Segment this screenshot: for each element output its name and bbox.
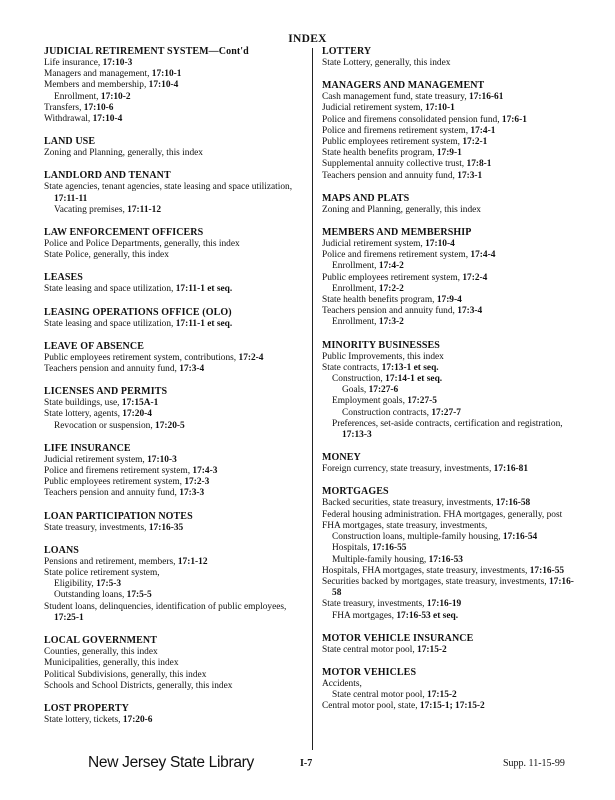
index-subentry: [44, 681, 306, 692]
index-subentry: [332, 690, 580, 701]
subentry-text: Construction,: [332, 374, 386, 385]
subentry-text: Goals,: [342, 385, 369, 396]
index-heading: MEMBERS AND MEMBERSHIP: [322, 227, 472, 239]
statute-reference: 17:10-1: [425, 103, 455, 114]
index-heading: LICENSES AND PERMITS: [44, 386, 168, 398]
index-subentry: [322, 250, 580, 261]
subentry-text: Zoning and Planning, generally, this index: [44, 148, 203, 159]
subentry-text: Foreign currency, state treasury, investments,: [322, 464, 494, 475]
index-heading: MAPS AND PLATS: [322, 192, 410, 204]
subentry-text: Outstanding loans,: [54, 590, 127, 601]
index-subentry: [322, 521, 580, 532]
index-subentry: [322, 159, 580, 170]
subentry-text: Construction contracts,: [342, 407, 432, 418]
subentry-text: State leasing and space utilization,: [44, 318, 176, 329]
statute-reference: 17:15-1; 17:15-2: [419, 701, 485, 712]
index-subentry: [322, 273, 580, 284]
subentry-text: Multiple-family housing,: [332, 554, 429, 565]
index-subentry: [44, 647, 306, 658]
index-subentry: [322, 599, 580, 610]
subentry-text: State lottery, tickets,: [44, 714, 123, 725]
statute-reference: 17:16-58: [495, 498, 531, 509]
subentry-text: Managers and management,: [44, 69, 152, 80]
subentry-text: Eligibility,: [54, 579, 97, 590]
index-subentry: [322, 137, 580, 148]
subentry-text: Enrollment,: [332, 317, 379, 328]
index-heading: LEASING OPERATIONS OFFICE (OLO): [44, 306, 232, 318]
statute-reference: 17:10-4: [425, 239, 455, 250]
subentry-text: State police retirement system,: [44, 568, 160, 579]
subentry-text: Cash management fund, state treasury,: [322, 92, 470, 103]
index-heading: LANDLORD AND TENANT: [44, 170, 171, 182]
subentry-text: Police and firemens retirement system,: [322, 125, 471, 136]
index-subentry: [322, 363, 580, 374]
index-subentry: [44, 670, 306, 681]
index-subentry: [44, 477, 306, 488]
statute-reference: 17:16-35: [148, 522, 184, 533]
index-subentry: [44, 602, 306, 624]
statute-reference: 17:20-6: [122, 714, 153, 725]
statute-reference: 17:2-1: [462, 137, 488, 148]
index-heading: MOTOR VEHICLES: [322, 666, 417, 678]
index-heading: LOCAL GOVERNMENT: [44, 635, 158, 647]
statute-reference: 17:16-55: [372, 543, 407, 554]
index-heading: JUDICIAL RETIREMENT SYSTEM—Cont'd: [44, 46, 249, 57]
index-subentry: [332, 374, 580, 385]
index-subentry: [322, 306, 580, 317]
subentry-text: Teachers pension and annuity fund,: [322, 306, 458, 317]
index-subentry: [44, 148, 306, 159]
index-entry: [44, 307, 306, 330]
subentry-text: Zoning and Planning, generally, this index: [322, 204, 481, 215]
statute-reference: 17:4-1: [470, 125, 496, 136]
subentry-text: State central motor pool,: [332, 690, 428, 701]
index-subentry: [322, 148, 580, 159]
subentry-text: State treasury, investments,: [44, 522, 149, 533]
statute-reference: 17:5-3: [96, 579, 122, 590]
index-entry: [44, 136, 306, 159]
index-column-left: [44, 46, 306, 737]
statute-reference: 17:2-4: [462, 272, 488, 283]
index-subentry: [44, 466, 306, 477]
statute-reference: 17:13-1 et seq.: [381, 362, 439, 373]
index-subentry: [44, 364, 306, 375]
index-subentry: [322, 171, 580, 182]
subentry-text: Revocation or suspension,: [54, 420, 156, 431]
index-entry: [322, 340, 580, 442]
index-subentry: [322, 115, 580, 126]
index-subentry: [322, 645, 580, 656]
index-subentry: [44, 250, 306, 261]
index-subentry: [44, 103, 306, 114]
index-subentry: [322, 679, 580, 690]
subentry-text: State Police, generally, this index: [44, 250, 169, 261]
library-stamp: New Jersey State Library: [88, 754, 254, 771]
index-subentry: [322, 566, 580, 577]
index-subentry: [322, 701, 580, 712]
index-subentry: [322, 103, 580, 114]
index-entry: [322, 193, 580, 216]
index-subentry: [44, 658, 306, 669]
index-heading: MORTGAGES: [322, 486, 389, 498]
index-heading: LOST PROPERTY: [44, 702, 129, 714]
index-subentry: [332, 396, 580, 407]
index-subentry: [322, 295, 580, 306]
index-subentry: [44, 557, 306, 568]
statute-reference: 17:4-4: [470, 250, 496, 261]
subentry-text: State buildings, use,: [44, 398, 122, 409]
statute-reference: 17:3-2: [378, 317, 404, 328]
index-subentry: [54, 92, 306, 103]
subentry-text: State lottery, agents,: [44, 409, 123, 420]
statute-reference: 17:11-1 et seq.: [175, 318, 233, 329]
subentry-text: Construction loans, multiple-family housing,: [332, 532, 503, 543]
subentry-text: Accidents,: [322, 678, 362, 689]
index-subentry: [44, 182, 306, 204]
index-entry: [322, 452, 580, 475]
index-subentry: [332, 555, 580, 566]
subentry-text: Public employees retirement system,: [44, 477, 185, 488]
subentry-text: State agencies, tenant agencies, state leasing and space utilization,: [44, 182, 293, 193]
subentry-text: Teachers pension and annuity fund,: [44, 364, 180, 375]
statute-reference: 17:25-1: [54, 612, 84, 623]
subentry-text: Teachers pension and annuity fund,: [322, 170, 458, 181]
index-entry: [322, 667, 580, 713]
index-subentry: [44, 488, 306, 499]
index-subentry: [44, 353, 306, 364]
subentry-text: Preferences, set-aside contracts, certification and registration,: [332, 418, 563, 429]
index-entry: [44, 227, 306, 261]
subentry-text: Central motor pool, state,: [322, 701, 420, 712]
index-entry: [322, 227, 580, 329]
subentry-text: Enrollment,: [332, 283, 379, 294]
subentry-text: Municipalities, generally, this index: [44, 658, 179, 669]
index-subentry: [44, 523, 306, 534]
index-heading: LEASES: [44, 272, 83, 284]
subentry-text: Judicial retirement system,: [322, 103, 426, 114]
index-subentry: [54, 205, 306, 216]
statute-reference: 17:16-58: [332, 576, 574, 599]
index-entry: [322, 486, 580, 621]
statute-reference: 17:9-1: [436, 148, 462, 159]
index-subentry: [44, 409, 306, 420]
index-subentry: [322, 92, 580, 103]
statute-reference: 17:11-11: [54, 193, 88, 204]
statute-reference: 17:13-3: [342, 430, 372, 441]
subentry-text: Public employees retirement system,: [322, 272, 463, 283]
statute-reference: 17:2-4: [238, 352, 264, 363]
subentry-text: Vacating premises,: [54, 204, 128, 215]
statute-reference: 17:15-2: [417, 644, 447, 655]
subentry-text: Police and firemens retirement system,: [322, 250, 471, 261]
statute-reference: 17:20-5: [155, 420, 185, 431]
index-subentry: [322, 352, 580, 363]
statute-reference: 17:16-19: [426, 599, 462, 610]
index-entry: [322, 80, 580, 182]
statute-reference: 17:10-3: [147, 454, 177, 465]
subentry-text: State Lottery, generally, this index: [322, 58, 451, 68]
supplement-date: Supp. 11-15-99: [503, 758, 565, 769]
index-subentry: [44, 319, 306, 330]
subentry-text: Members and membership,: [44, 80, 149, 91]
index-subentry: [44, 455, 306, 466]
index-entry: [44, 386, 306, 432]
index-heading: MOTOR VEHICLE INSURANCE: [322, 632, 474, 644]
index-subentry: [332, 611, 580, 622]
statute-reference: 17:10-4: [148, 80, 179, 91]
subentry-text: Police and Police Departments, generally, this index: [44, 239, 240, 250]
statute-reference: 17:4-3: [192, 466, 218, 477]
index-heading: LIFE INSURANCE: [44, 442, 131, 454]
statute-reference: 17:27-6: [368, 385, 399, 396]
index-heading: LAND USE: [44, 136, 96, 148]
subentry-text: FHA mortgages,: [332, 610, 397, 621]
index-entry: [44, 545, 306, 624]
index-subentry: [322, 510, 580, 521]
statute-reference: 17:5-5: [126, 590, 152, 601]
index-column-right: [322, 46, 580, 724]
index-heading: MANAGERS AND MANAGEMENT: [322, 80, 485, 92]
column-divider: [312, 48, 313, 750]
index-subentry: [44, 58, 306, 69]
subentry-text: Judicial retirement system,: [44, 454, 148, 465]
index-entry: [44, 703, 306, 726]
statute-reference: 17:16-53: [428, 554, 463, 565]
index-subentry: [44, 69, 306, 80]
statute-reference: 17:8-1: [466, 159, 492, 170]
statute-reference: 17:15-2: [427, 690, 457, 701]
statute-reference: 17:16-61: [469, 92, 504, 103]
subentry-text: Judicial retirement system,: [322, 239, 426, 250]
index-heading: MINORITY BUSINESSES: [322, 339, 440, 351]
statute-reference: 17:3-4: [179, 364, 205, 375]
index-subentry: [322, 464, 580, 475]
statute-reference: 17:3-3: [179, 488, 205, 499]
subentry-text: Public Improvements, this index: [322, 351, 444, 362]
statute-reference: 17:27-5: [407, 396, 437, 407]
index-subentry: [332, 532, 580, 543]
index-subentry: [44, 239, 306, 250]
index-entry: [322, 633, 580, 656]
index-subentry: [322, 58, 580, 69]
subentry-text: State contracts,: [322, 362, 382, 373]
statute-reference: 17:10-2: [100, 91, 131, 102]
statute-reference: 17:2-2: [378, 283, 404, 294]
index-subentry: [322, 205, 580, 216]
statute-reference: 17:11-1 et seq.: [175, 284, 233, 295]
index-subentry: [54, 590, 306, 601]
index-entry: [44, 443, 306, 500]
subentry-text: Counties, generally, this index: [44, 647, 158, 658]
subentry-text: Student loans, delinquencies, identification of public employees,: [44, 601, 287, 612]
subentry-text: State treasury, investments,: [322, 599, 427, 610]
statute-reference: 17:10-3: [102, 58, 133, 68]
statute-reference: 17:27-7: [431, 407, 461, 418]
index-subentry: [44, 568, 306, 579]
index-subentry: [322, 126, 580, 137]
index-subentry: [332, 419, 580, 441]
index-subentry: [332, 543, 580, 554]
statute-reference: 17:2-3: [184, 477, 210, 488]
index-heading: LAW ENFORCEMENT OFFICERS: [44, 227, 204, 239]
page-number: I-7: [300, 758, 313, 769]
subentry-text: Public employees retirement system,: [322, 137, 463, 148]
subentry-text: Political Subdivisions, generally, this index: [44, 669, 207, 680]
statute-reference: 17:9-4: [436, 295, 462, 306]
index-subentry: [332, 261, 580, 272]
statute-reference: 17:16-55: [529, 565, 565, 576]
statute-reference: 17:11-12: [127, 204, 162, 215]
statute-reference: 17:6-1: [501, 114, 527, 125]
index-entry: [322, 46, 580, 69]
index-entry: [44, 272, 306, 295]
index-heading: LOTTERY: [322, 46, 372, 57]
index-heading: LOANS: [44, 544, 79, 556]
statute-reference: 17:14-1 et seq.: [385, 374, 443, 385]
subentry-text: Life insurance,: [44, 58, 103, 68]
subentry-text: Police and firemens retirement system,: [44, 466, 193, 477]
index-subentry: [322, 498, 580, 509]
subentry-text: State health benefits program,: [322, 295, 437, 306]
statute-reference: 17:20-4: [122, 409, 152, 420]
index-entry: [44, 341, 306, 375]
index-subentry: [54, 579, 306, 590]
subentry-text: Enrollment,: [332, 261, 379, 272]
subentry-text: Public employees retirement system, contributions,: [44, 352, 239, 363]
statute-reference: 17:16-53 et seq.: [396, 610, 459, 621]
index-subentry: [44, 284, 306, 295]
statute-reference: 17:10-6: [83, 102, 114, 113]
index-heading: LOAN PARTICIPATION NOTES: [44, 510, 193, 522]
page-title: INDEX: [288, 33, 327, 45]
index-subentry: [44, 80, 306, 91]
subentry-text: Enrollment,: [54, 91, 101, 102]
index-entry: [44, 635, 306, 692]
index-heading: MONEY: [322, 452, 361, 464]
subentry-text: Employment goals,: [332, 396, 408, 407]
subentry-text: Federal housing administration. FHA mortgages, generally, post: [322, 509, 563, 520]
index-heading: LEAVE OF ABSENCE: [44, 340, 144, 352]
subentry-text: State leasing and space utilization,: [44, 284, 176, 295]
index-subentry: [54, 421, 306, 432]
subentry-text: Securities backed by mortgages, state treasury, investments,: [322, 576, 549, 587]
subentry-text: Hospitals,: [332, 543, 373, 554]
index-entry: [44, 170, 306, 216]
statute-reference: 17:15A-1: [121, 398, 159, 409]
subentry-text: Schools and School Districts, generally, this index: [44, 680, 233, 691]
subentry-text: Pensions and retirement, members,: [44, 556, 178, 567]
index-subentry: [332, 284, 580, 295]
statute-reference: 17:10-4: [92, 114, 123, 125]
index-subentry: [322, 577, 580, 599]
statute-reference: 17:3-4: [457, 306, 483, 317]
index-subentry: [342, 385, 580, 396]
index-subentry: [44, 715, 306, 726]
statute-reference: 17:16-81: [493, 464, 529, 475]
index-subentry: [44, 398, 306, 409]
statute-reference: 17:4-2: [378, 261, 404, 272]
statute-reference: 17:10-1: [151, 69, 182, 80]
index-entry: [44, 511, 306, 534]
statute-reference: 17:3-1: [457, 170, 483, 181]
subentry-text: FHA mortgages, state treasury, investments,: [322, 520, 488, 531]
index-subentry: [322, 239, 580, 250]
subentry-text: Supplemental annuity collective trust,: [322, 159, 467, 170]
subentry-text: Teachers pension and annuity fund,: [44, 488, 180, 499]
subentry-text: Police and firemens consolidated pension fund,: [322, 114, 502, 125]
subentry-text: Transfers,: [44, 102, 84, 113]
statute-reference: 17:16-54: [502, 532, 538, 543]
index-subentry: [342, 408, 580, 419]
subentry-text: State central motor pool,: [322, 644, 418, 655]
subentry-text: State health benefits program,: [322, 148, 437, 159]
subentry-text: Hospitals, FHA mortgages, state treasury, investments,: [322, 565, 530, 576]
statute-reference: 17:1-12: [177, 556, 208, 567]
subentry-text: Backed securities, state treasury, investments,: [322, 498, 496, 509]
index-subentry: [44, 114, 306, 125]
index-entry: [44, 46, 306, 125]
subentry-text: Withdrawal,: [44, 114, 93, 125]
index-subentry: [332, 317, 580, 328]
